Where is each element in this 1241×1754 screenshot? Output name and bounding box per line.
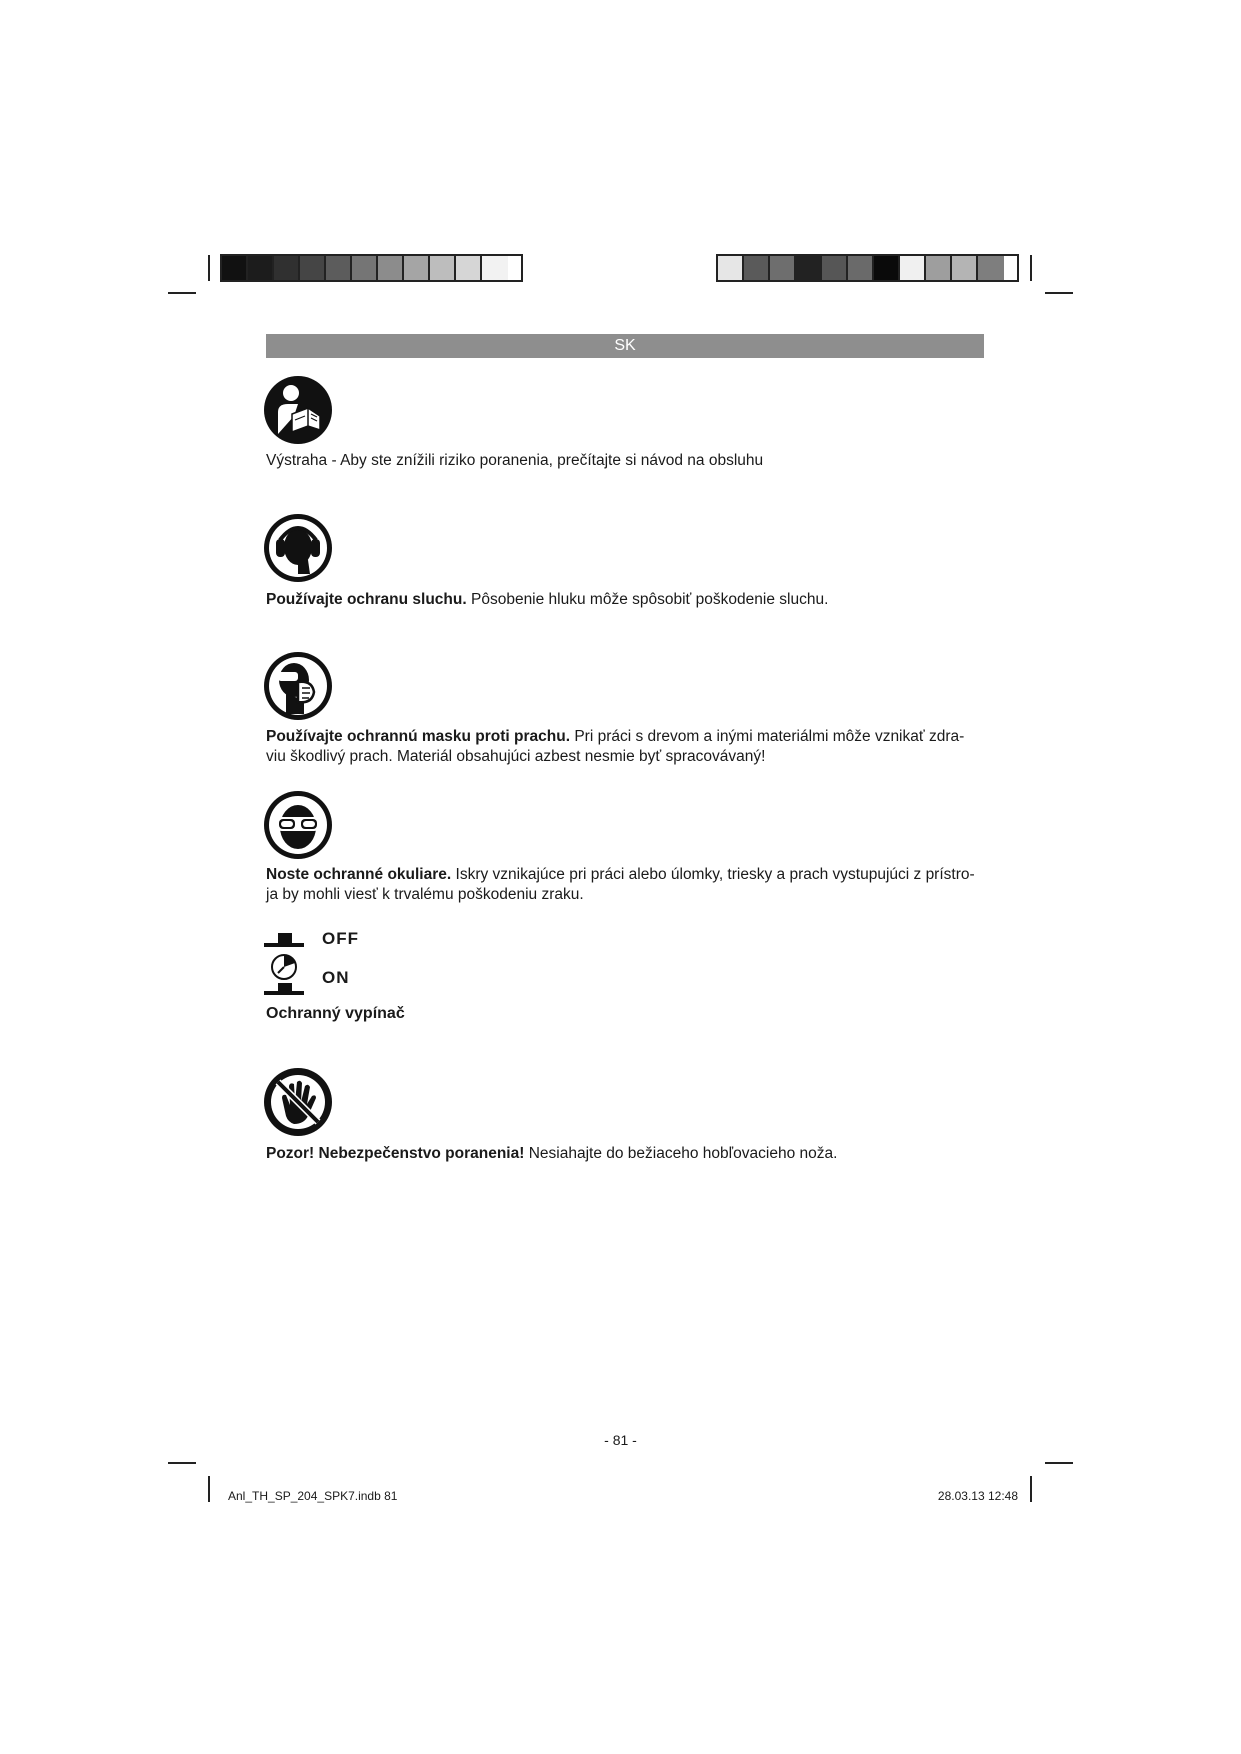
switch-caption: Ochranný vypínač (266, 1005, 405, 1022)
color-calibration-bar-right (716, 254, 1019, 282)
section-title: Pozor! Nebezpečenstvo poranenia! (266, 1145, 525, 1162)
crop-mark (1030, 1476, 1032, 1502)
color-swatch (404, 256, 430, 280)
footer-filename: Anl_TH_SP_204_SPK7.indb 81 (228, 1489, 398, 1503)
color-swatch (326, 256, 352, 280)
dust-mask-icon (264, 652, 332, 720)
section-title: Noste ochranné okuliare. (266, 866, 452, 883)
no-touch-hand-icon (264, 1068, 332, 1136)
section-text: Pri práci s drevom a inými materiálmi môže vznikať zdra- (570, 728, 965, 745)
ear-protection-icon (264, 514, 332, 582)
color-swatch (300, 256, 326, 280)
crop-mark (168, 1462, 196, 1464)
color-swatch (718, 256, 744, 280)
color-swatch (222, 256, 248, 280)
color-swatch (744, 256, 770, 280)
color-swatch (482, 256, 508, 280)
switch-on-label: ON (322, 968, 350, 987)
footer-timestamp: 28.03.13 12:48 (937, 1489, 1018, 1503)
crop-mark (1045, 1462, 1073, 1464)
safety-goggles-icon (264, 791, 332, 859)
crop-mark (208, 255, 210, 281)
dust-mask-text (266, 727, 986, 767)
no-touch-text (266, 1144, 986, 1164)
color-swatch (456, 256, 482, 280)
goggles-text (266, 865, 986, 905)
crop-mark (1030, 255, 1032, 281)
safety-switch-icon (262, 933, 306, 1001)
color-swatch (352, 256, 378, 280)
color-swatch (378, 256, 404, 280)
color-swatch (952, 256, 978, 280)
page-number: - 81 - (604, 1432, 637, 1448)
section-text: Výstraha - Aby ste znížili riziko poranenia, prečítajte si návod na obsluhu (266, 452, 764, 469)
color-calibration-bar-left (220, 254, 523, 282)
color-swatch (248, 256, 274, 280)
color-swatch (900, 256, 926, 280)
section-text: Iskry vznikajúce pri práci alebo úlomky, triesky a prach vystupujúci z prístro- (451, 866, 975, 883)
crop-mark (168, 292, 196, 294)
color-swatch (874, 256, 900, 280)
color-swatch (822, 256, 848, 280)
section-text: Nesiahajte do bežiaceho hobľovacieho noža. (524, 1145, 838, 1162)
color-swatch (926, 256, 952, 280)
ear-protection-text (266, 590, 986, 610)
read-manual-icon (264, 376, 332, 444)
section-title: Používajte ochrannú masku proti prachu. (266, 728, 571, 745)
color-swatch (274, 256, 300, 280)
color-swatch (848, 256, 874, 280)
warning-read-manual-text (266, 451, 986, 471)
language-header: SK (266, 334, 984, 358)
color-swatch (770, 256, 796, 280)
crop-mark (208, 1476, 210, 1502)
color-swatch (796, 256, 822, 280)
section-text: ja by mohli viesť k trvalému poškodeniu zraku. (266, 886, 584, 903)
color-swatch (430, 256, 456, 280)
section-text: Pôsobenie hluku môže spôsobiť poškodenie sluchu. (466, 591, 829, 608)
switch-off-label: OFF (322, 929, 359, 948)
crop-mark (1045, 292, 1073, 294)
section-title: Používajte ochranu sluchu. (266, 591, 467, 608)
section-text: viu škodlivý prach. Materiál obsahujúci azbest nesmie byť spracovávaný! (266, 748, 766, 765)
color-swatch (978, 256, 1004, 280)
